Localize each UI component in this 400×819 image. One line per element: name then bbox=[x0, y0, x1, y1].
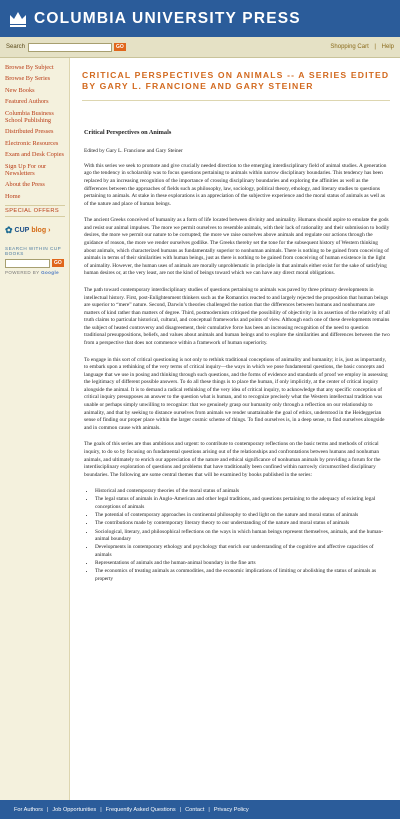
footer-contact[interactable]: Contact bbox=[185, 806, 205, 813]
search-label: Search bbox=[6, 44, 26, 50]
paragraph: With this series we seek to promote and give crucially needed direction to the emerging interdisciplinary field of animal studies. A generation ago the tendency in scholarship was to focus questions pertaining to animals within narrow disciplinary boundaries. This tendency has been replaced by an increasing recognition of the importance of crossing disciplinary boundaries and exploring the affinities as well as the differences between the approaches of fields such as philosophy, law, sociology, political theory, ethology, and literary studies to questions pertaining to animals. At stake in these explorations is an appreciation of the subjective experience and the moral status of animals as well as of the nature and place of human beings. bbox=[84, 162, 387, 207]
footer-separator: | bbox=[100, 806, 102, 813]
footer bbox=[0, 800, 400, 819]
google-logo: Google bbox=[41, 269, 59, 275]
content bbox=[0, 58, 400, 803]
cup-blog-link[interactable] bbox=[5, 225, 65, 236]
special-offers-link[interactable]: SPECIAL OFFERS bbox=[5, 205, 65, 217]
cup-blog-cup: CUP bbox=[14, 226, 30, 234]
cup-leaf-icon: ✿ bbox=[5, 224, 13, 235]
list-item: • Representations of animals and the human-animal boundary in the fine arts bbox=[95, 560, 390, 568]
footer-separator: | bbox=[46, 806, 49, 813]
site-title[interactable]: COLUMBIA UNIVERSITY PRESS bbox=[34, 9, 301, 27]
top-links bbox=[326, 44, 394, 50]
nav-browse-by-series[interactable]: Browse By Series bbox=[5, 75, 51, 83]
chevron-right-icon: › bbox=[48, 226, 51, 234]
search-input[interactable] bbox=[28, 43, 112, 52]
paragraph: The path toward contemporary interdisciplinary studies of questions pertaining to animals was paved by three primary developments in intellectual history. First, post-Enlightenment thinkers such as the Romantics reacted to and largely rejected the proposition that human beings are superior to “mere” nature. Second, Darwin’s theories challenged the notion that the differences between humans and nonhumans are matters of kind rather than matters of degree. Third, postmodernism critiqued the possibility of objectivity in its assertion of the relativity of all truth claims to particular historical, cultural, and conceptual frameworks and points of view. Although each one of these developments remains the subject of heated controversy and disagreement, their cumulative force has been an increasing recognition of the need to question traditional presuppositions, beliefs, and values about animals and human beings and to explore the similarities and differences between the two from a perspective that does not commence within a framework of human superiority. bbox=[84, 286, 390, 346]
nav-columbia-business-school[interactable]: Columbia Business School Publishing bbox=[5, 109, 54, 124]
sidebar bbox=[0, 58, 70, 803]
footer-faq[interactable]: Frequently Asked Questions bbox=[105, 806, 176, 813]
search-within-label: SEARCH WITHIN CUP BOOKS bbox=[5, 245, 62, 257]
powered-by-label: POWERED BY bbox=[5, 269, 40, 275]
footer-separator: | bbox=[208, 806, 210, 813]
search-within-input[interactable] bbox=[5, 259, 50, 268]
nav-exam-desk-copies[interactable]: Exam and Desk Copies bbox=[5, 151, 64, 159]
list-item: • Historical and contemporary theories of the moral status of animals bbox=[95, 488, 390, 496]
article-title: Critical Perspectives on Animals bbox=[84, 129, 172, 137]
list-item: • Developments in contemporary ethology and psychology that enrich our understanding of the cognitive and affective capacities of animals bbox=[95, 544, 390, 559]
side-search bbox=[5, 259, 65, 268]
cup-blog-word: blog bbox=[31, 226, 47, 234]
help-link[interactable]: Help bbox=[381, 44, 394, 50]
footer-for-authors[interactable]: For Authors bbox=[14, 806, 43, 813]
top-links-separator: | bbox=[374, 44, 376, 50]
paragraph: The goals of this series are thus ambitious and urgent: to contribute to contemporary reflections on the basic terms and methods of critical inquiry, to do so by focusing on fundamental questions arising out of the relationships and confrontations between humans and nonhuman animals, and ultimately to enrich our appreciation of the nature and ethical significance of nonhuman animals by providing a forum for the interdisciplinary exploration of questions and problems that have traditionally been confined within narrowly circumscribed disciplinary boundaries. The following are some central themes that will be examined by books published in the series: bbox=[84, 441, 381, 478]
nav-browse-by-subject[interactable]: Browse By Subject bbox=[5, 64, 54, 71]
paragraph: The ancient Greeks conceived of humanity as a form of life located between divinity and animality. Humans should aspire to emulate the gods and resist our animal impulses. The more we permit ourselves to resemble animals, with their lack of rationality and their submission to bodily desires, the more we permit our nature to be corrupted; the more we raise ourselves above animals and regulate our actions through the guidance of reason, the more we render ourselves godlike. The Greeks thereby set the tone for the subsequent history of Western thinking about animals, which characterized humans as fundamentally superior to nonhuman animals. There is nothing to be gained from conceiving of animals in terms of their similarities with human beings, just as there is nothing to be gained from conceiving of human existence in the light of animality. However, the human uses of animals are morally unproblematic in principle in that animals either exist for the sake of satisfying human desires or, at the very least, are not the kind of beings toward which we can have any direct moral obligations. bbox=[84, 217, 390, 277]
article-editors: Edited by Gary L. Francione and Gary Steiner bbox=[84, 148, 183, 155]
crown-logo-icon[interactable] bbox=[8, 9, 28, 29]
search-go-button[interactable]: GO bbox=[116, 44, 124, 50]
nav-newsletters[interactable]: Sign Up For our Newsletters bbox=[5, 162, 47, 177]
footer-separator: | bbox=[179, 806, 182, 813]
themes-list bbox=[95, 488, 390, 583]
nav-featured-authors[interactable]: Featured Authors bbox=[5, 98, 49, 106]
paragraph: To engage in this sort of critical questioning is not only to rethink traditional conceptions of animality and humanity; it is, just as importantly, to embark upon a rethinking of the very terms of critical inquiry—the ways in which we pose fundamental questions, the basic concepts and language that we use in posing and thinking through such questions, and the forms of evidence and standards of proof we employ in assessing the legitimacy of different possible answers. To do all these things is to place the human, if only implicitly, at the center of critical inquiry alongside the animal. It is to demand a radical rethinking of the very idea of critical inquiry, to acknowledge that any specific conception of critical inquiry presupposes an answer to the question what is human, and to recognize precisely what the Western intellectual tradition was unable or perhaps simply unwilling to recognize: that we genuinely grasp our humanity only through a reflection on our relationship to animality, and that by seeking to distance ourselves from animals we render unattainable the goal of ethics, understood in the Heideggerian sense of finding our proper place within the larger cosmic scheme of things. To find ourselves is, in a deep sense, to find ourselves alongside and in common cause with animals. bbox=[84, 356, 388, 431]
list-item: • The legal status of animals in Anglo-American and other legal traditions, and questions pertaining to the adequacy of existing legal conceptions of animals bbox=[95, 496, 390, 511]
list-item: • The potential of contemporary approaches in continental philosophy to shed light on the nature and moral status of animals bbox=[95, 512, 390, 520]
search-within-go-button[interactable]: GO bbox=[54, 260, 62, 267]
list-item: • The contributions made by contemporary literary theory to our understanding of the nature and moral status of animals bbox=[95, 520, 390, 528]
nav-about-the-press[interactable]: About the Press bbox=[5, 181, 45, 189]
shopping-cart-link[interactable]: Shopping Cart bbox=[330, 44, 369, 50]
list-item: • The economics of treating animals as commodities, and the economic implications of limiting or abolishing the status of animals as property bbox=[95, 568, 390, 583]
powered-by-google bbox=[5, 270, 65, 275]
article-body bbox=[82, 129, 390, 583]
nav-home[interactable]: Home bbox=[5, 192, 21, 200]
footer-job-opportunities[interactable]: Job Opportunities bbox=[52, 806, 97, 813]
nav-new-books[interactable]: New Books bbox=[5, 86, 35, 94]
search-bar bbox=[0, 37, 400, 58]
series-heading: CRITICAL PERSPECTIVES ON ANIMALS -- A SERIES EDITED BY GARY L. FRANCIONE AND GARY STEINER bbox=[82, 70, 390, 101]
nav-electronic-resources[interactable]: Electronic Resources bbox=[5, 139, 59, 147]
nav-distributed-presses[interactable]: Distributed Presses bbox=[5, 128, 54, 136]
footer-privacy-policy[interactable]: Privacy Policy bbox=[213, 806, 249, 813]
list-item: • Sociological, literary, and philosophical reflections on the ways in which human beings represent themselves, animals, and the human-animal boundary bbox=[95, 529, 390, 544]
main-content bbox=[70, 58, 400, 803]
masthead bbox=[0, 0, 400, 37]
